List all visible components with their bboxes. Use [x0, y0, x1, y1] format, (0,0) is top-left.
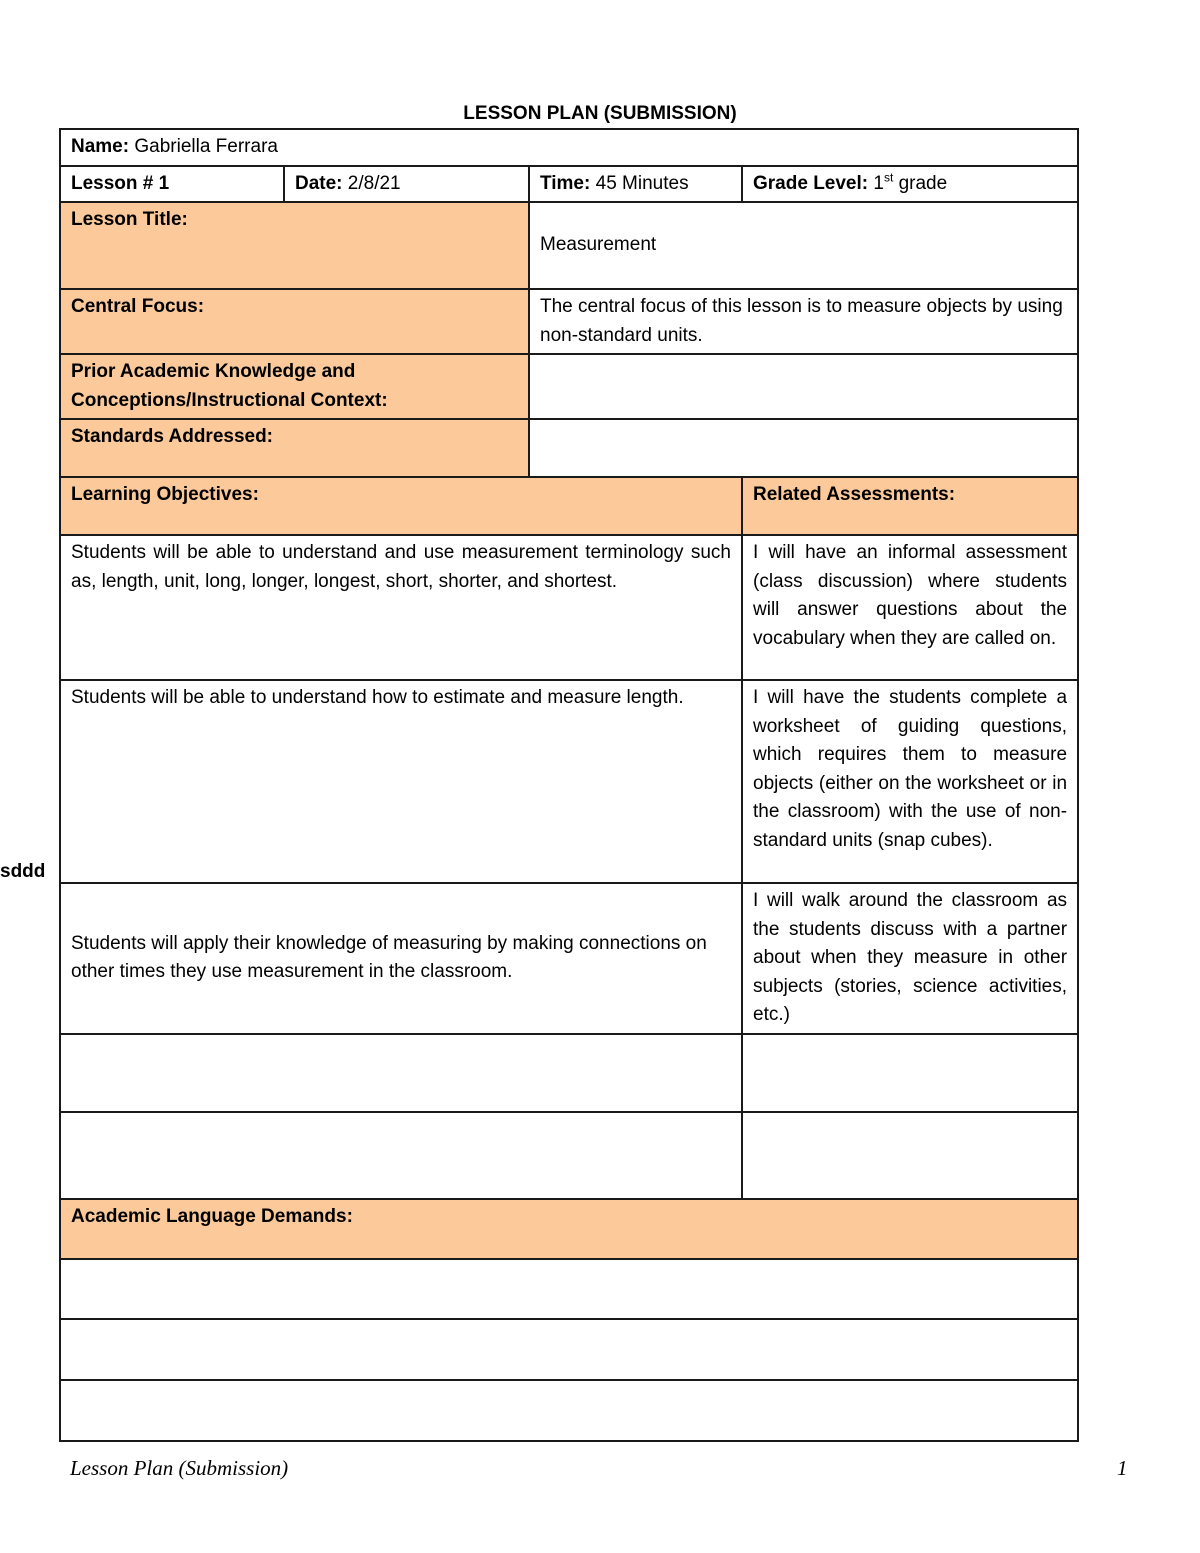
central-focus-label: Central Focus:: [71, 296, 205, 317]
central-focus-row: [60, 289, 1078, 354]
standards-row: [60, 419, 1078, 477]
related-assessments-header-cell: [742, 477, 1078, 535]
academic-language-cell: [60, 1380, 1078, 1441]
grade-level-label: Grade Level:: [753, 172, 869, 194]
assessment-text: I will have the students complete a worksheet of guiding questions, which requires them to measure objects (either on the worksheet or in the classroom) with the use of non-standard units (snap cubes).: [753, 687, 1068, 851]
grade-suffix: st: [883, 170, 894, 185]
lesson-number-value: 1: [158, 172, 170, 194]
objective-text: Students will apply their knowledge of measuring by making connections on other times they use measurement in the classroom.: [71, 932, 707, 983]
standards-label-cell: [60, 419, 529, 477]
margin-note: sddd: [0, 861, 46, 882]
academic-language-header-row: [60, 1199, 1078, 1259]
empty-objective-row: [60, 1112, 1078, 1199]
lesson-number-cell: [60, 166, 284, 203]
objective-text: Students will be able to understand how to estimate and measure length.: [71, 687, 684, 708]
objectives-header-row: [60, 477, 1078, 535]
lesson-title-value: Measurement: [540, 234, 657, 256]
central-focus-value-cell: [529, 289, 1078, 354]
assessment-cell: [742, 535, 1078, 680]
time-label: Time:: [540, 172, 591, 194]
lesson-title-value-cell: [529, 202, 1078, 289]
name-cell: [60, 129, 1078, 166]
related-assessments-header: Related Assessments:: [753, 484, 956, 505]
date-label: Date:: [295, 172, 343, 194]
grade-level-cell: [742, 166, 1078, 203]
empty-assessment-cell: [742, 1112, 1078, 1199]
lesson-info-row: [60, 166, 1078, 203]
objective-text: Students will be able to understand and use measurement terminology such as, length, unit, long, longer, longest, short, shorter, and shortest.: [71, 542, 731, 592]
footer-title: Lesson Plan (Submission): [70, 1456, 289, 1480]
prior-knowledge-value-cell: [529, 354, 1078, 419]
objective-row: [60, 883, 1078, 1034]
academic-language-header-cell: [60, 1199, 1078, 1259]
date-value: 2/8/21: [347, 172, 401, 194]
academic-language-row: [60, 1380, 1078, 1441]
lesson-title-row: [60, 202, 1078, 289]
time-value: 45 Minutes: [595, 172, 689, 194]
empty-objective-row: [60, 1034, 1078, 1112]
assessment-cell: [742, 883, 1078, 1034]
grade-number: 1: [873, 172, 884, 194]
document-title: LESSON PLAN (SUBMISSION): [463, 103, 737, 124]
central-focus-label-cell: [60, 289, 529, 354]
empty-objective-cell: [60, 1034, 742, 1112]
time-cell: [529, 166, 742, 203]
empty-assessment-cell: [742, 1034, 1078, 1112]
prior-knowledge-label: Prior Academic Knowledge and Conceptions/Instructional Context:: [71, 361, 388, 411]
assessment-text: I will have an informal assessment (class discussion) where students will answer questions about the vocabulary when they are called on.: [753, 542, 1068, 649]
lesson-title-label-cell: [60, 202, 529, 289]
name-label: Name:: [71, 136, 130, 157]
objective-cell: [60, 883, 742, 1034]
date-cell: [284, 166, 529, 203]
grade-text: grade: [898, 172, 948, 194]
standards-value-cell: [529, 419, 1078, 477]
academic-language-header: Academic Language Demands:: [71, 1205, 353, 1227]
lesson-title-label: Lesson Title:: [71, 209, 188, 230]
learning-objectives-header-cell: [60, 477, 742, 535]
objective-row: [60, 680, 1078, 883]
objective-cell: [60, 680, 742, 883]
academic-language-cell: [60, 1259, 1078, 1319]
prior-knowledge-row: [60, 354, 1078, 419]
objective-row: [60, 535, 1078, 680]
learning-objectives-header: Learning Objectives:: [71, 484, 259, 505]
page-number: 1: [1117, 1456, 1128, 1480]
central-focus-value: The central focus of this lesson is to measure objects by using non-standard units.: [540, 296, 1063, 346]
lesson-number-label: Lesson #: [71, 172, 154, 194]
name-row: [60, 129, 1078, 166]
prior-knowledge-label-cell: [60, 354, 529, 419]
empty-objective-cell: [60, 1112, 742, 1199]
name-value: Gabriella Ferrara: [134, 136, 278, 157]
standards-label: Standards Addressed:: [71, 426, 274, 447]
objective-cell: [60, 535, 742, 680]
academic-language-row: [60, 1259, 1078, 1319]
academic-language-cell: [60, 1319, 1078, 1380]
assessment-text: I will walk around the classroom as the students discuss with a partner about when they measure in other subjects (stories, science activities, etc.): [753, 890, 1068, 1025]
academic-language-row: [60, 1319, 1078, 1380]
assessment-cell: [742, 680, 1078, 883]
lesson-plan-table: [59, 128, 1079, 1442]
